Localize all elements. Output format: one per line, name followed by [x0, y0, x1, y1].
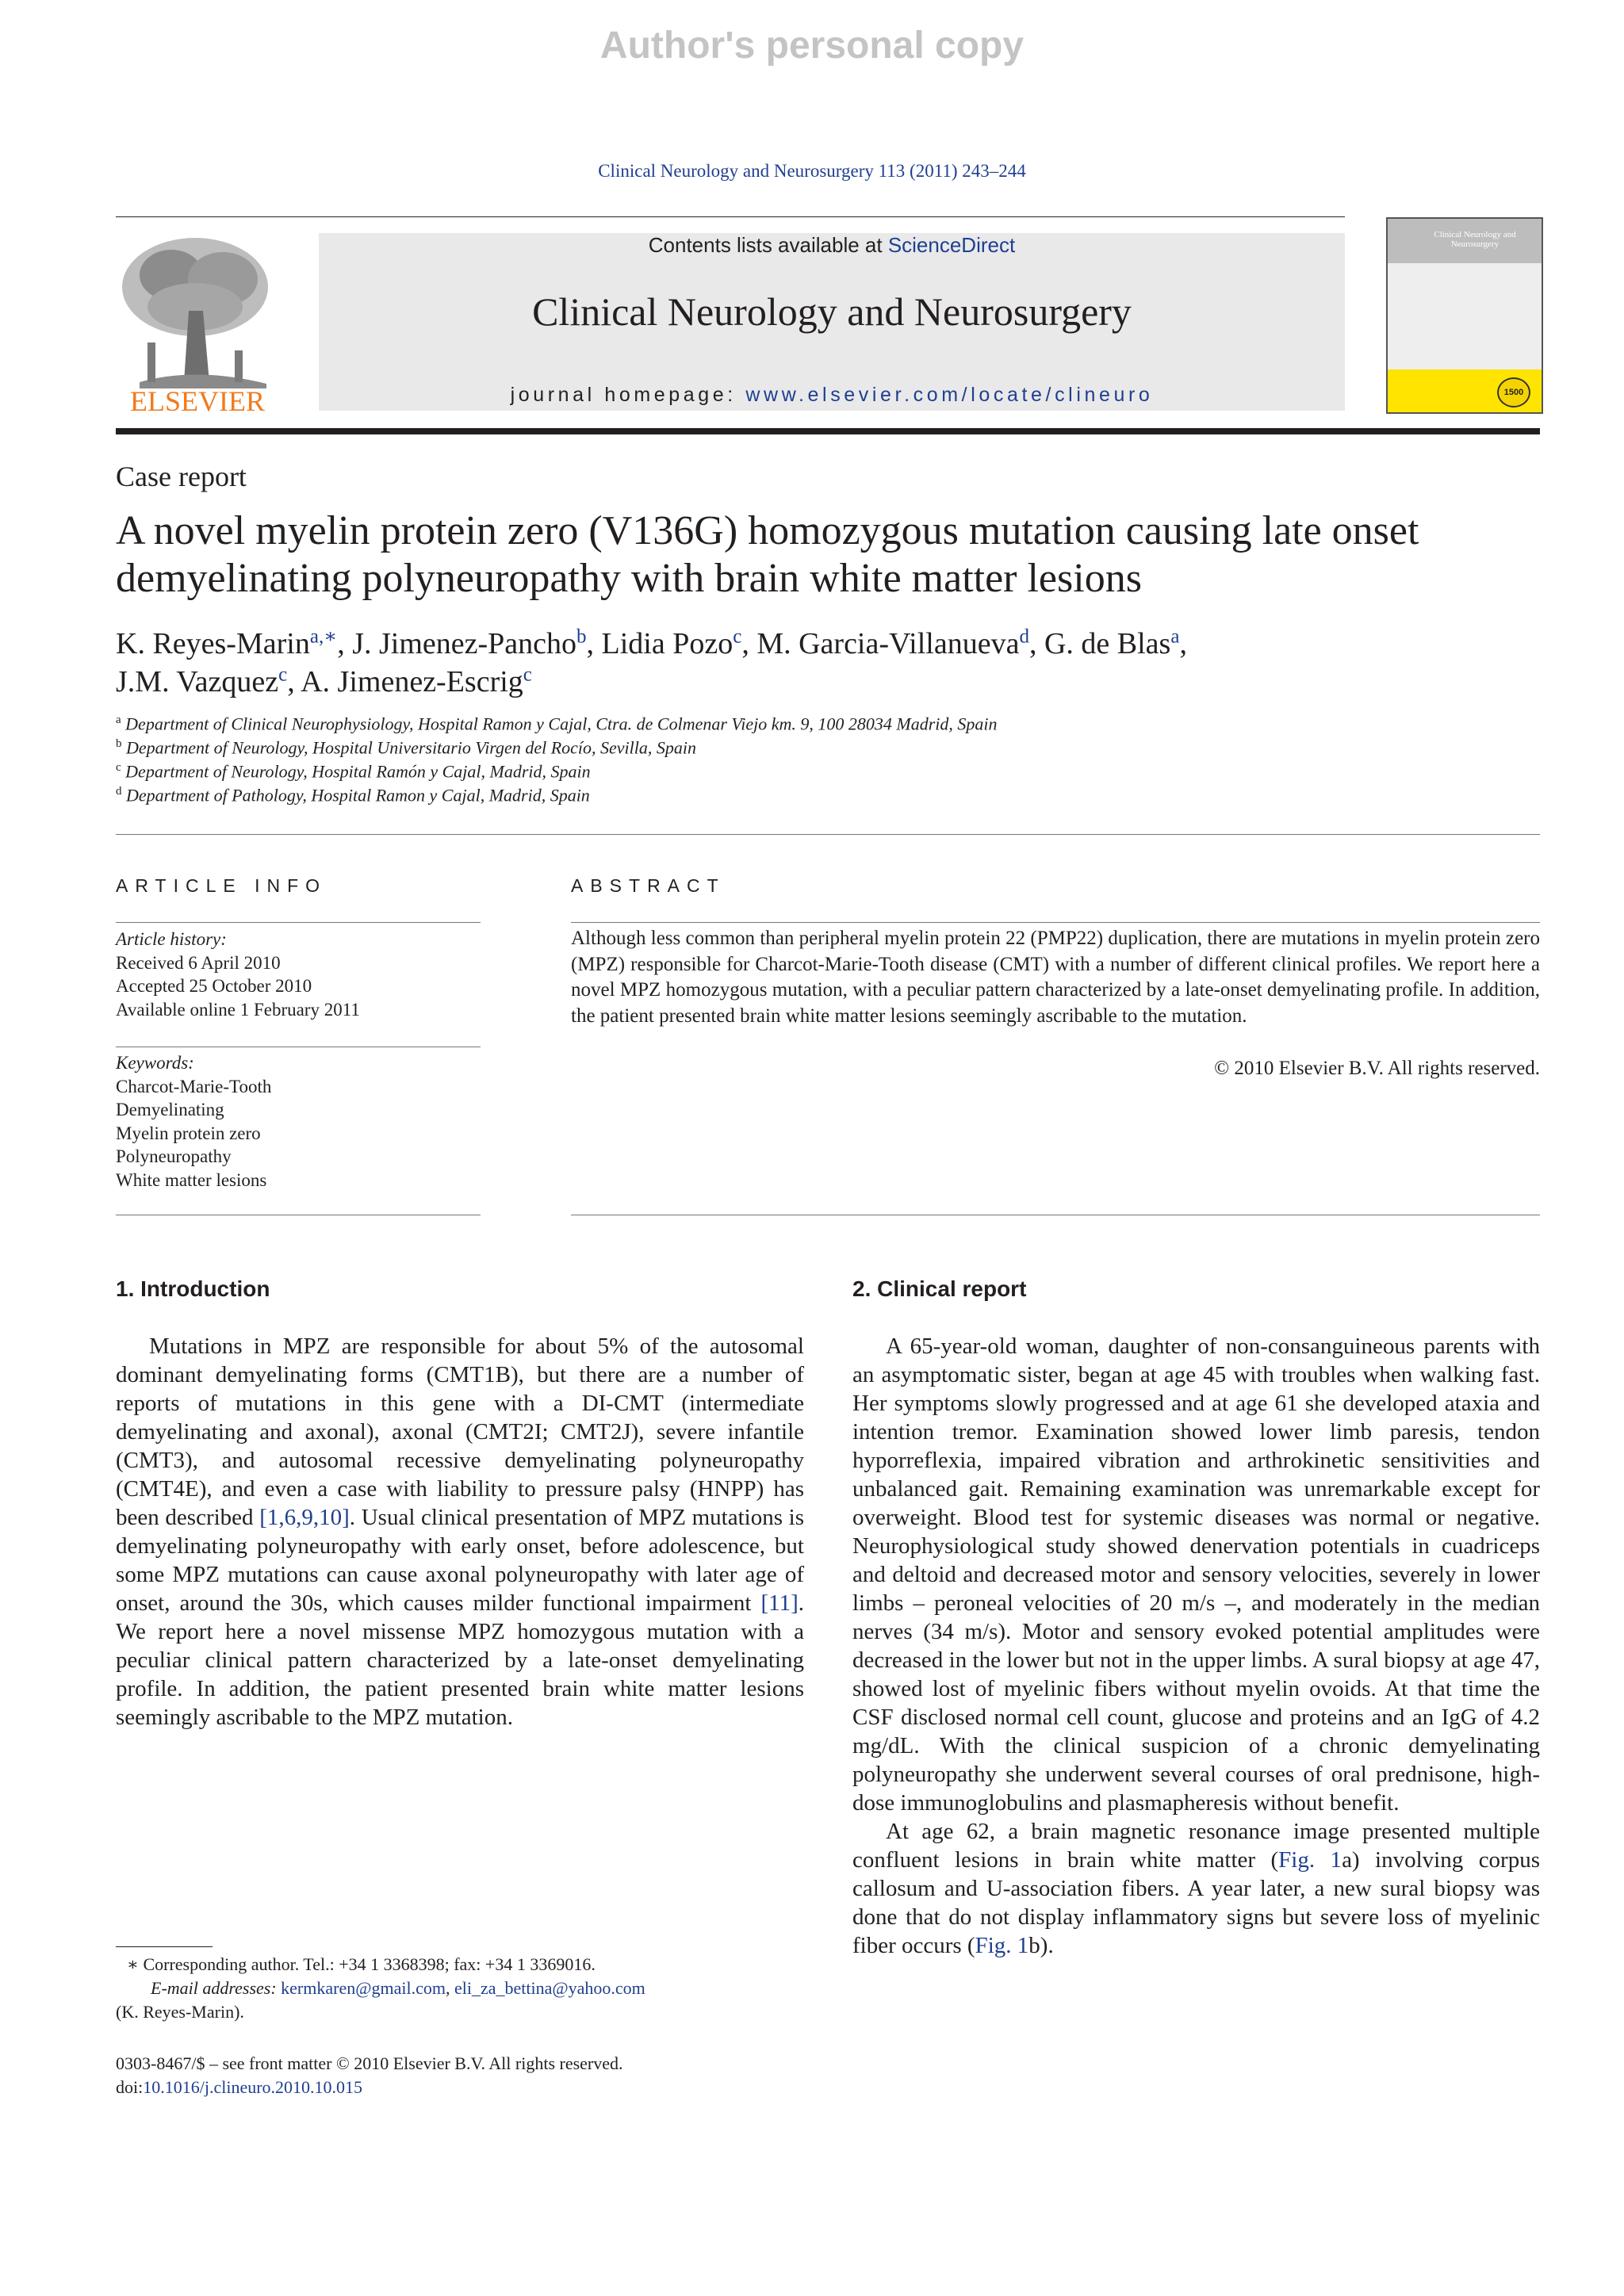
clinical-paragraph	[852, 1817, 1540, 1960]
history-accepted: Accepted 25 October 2010	[116, 976, 312, 996]
affiliation-text: Department of Pathology, Hospital Ramon y Cajal, Madrid, Spain	[126, 785, 590, 806]
author-affiliation-mark[interactable]: a,∗	[309, 626, 338, 648]
introduction-heading: 1. Introduction	[116, 1276, 270, 1301]
publisher-wordmark: ELSEVIER	[130, 385, 265, 415]
figure-link[interactable]: Fig. 1	[1278, 1847, 1342, 1873]
homepage-prefix: journal homepage:	[510, 384, 746, 406]
author[interactable]: G. de Blas	[1044, 627, 1171, 660]
email-separator: ,	[445, 1978, 454, 1998]
clinical-paragraph: A 65-year-old woman, daughter of non-consanguineous parents with an asymptomatic sister, began at age 45 with troubles when walking fast. Her symptoms slowly progressed and at age 61 she developed ataxia and intention tremor. Examination showed lower limb paresis, tendon hyporreflexia, impaired vibration and arthrokinetic sensitivities and unbalanced gait. Remaining examination was unremarkable except for overweight. Blood test for systemic diseases was normal or negative. Neurophysiological study showed denervation potentials in cuadriceps and deltoid and decreased motor and sensory velocities, severely in lower limbs – peroneal velocities of 20 m/s –, and moderately in the median nerves (34 m/s). Motor and sensory evoked potential amplitudes were decreased in the lower but not in the upper limbs. A sural biopsy at age 47, showed lost of myelinic fibers without myelin ovoids. At that time the CSF disclosed normal cell count, glucose and proteins and an IgG of 4.2 mg/dL. With the clinical suspicion of a chronic demyelinating polyneuropathy she underwent several courses of oral prednisone, high-dose immunoglobulins and plasmapheresis without benefit.	[852, 1334, 1540, 1816]
clinical-report-heading: 2. Clinical report	[852, 1276, 1027, 1301]
elsevier-tree-icon	[116, 232, 279, 415]
abstract-text: Although less common than peripheral myelin protein 22 (PMP22) duplication, there are mutations in myelin protein zero (MPZ) responsible for Charcot-Marie-Tooth disease (CMT) with a number of different clinical profiles. We report here a novel MPZ homozygous mutation, with a peculiar pattern characterized by a late-onset demyelinating profile. In addition, the patient presented brain white matter lesions seemingly ascribable to the mutation.	[571, 928, 1540, 1027]
author-affiliation-mark[interactable]: a	[1170, 626, 1180, 648]
affiliation-key: c	[116, 761, 121, 774]
author-affiliation-mark[interactable]: c	[733, 626, 742, 648]
header-rule	[116, 216, 1345, 217]
reference-link[interactable]: [1,6,9,10]	[259, 1505, 350, 1530]
clinical-report-body	[852, 1332, 1540, 1960]
email-owner: (K. Reyes-Marin).	[116, 2002, 244, 2022]
author-separator: ,	[586, 627, 602, 660]
clinical-text: At age 62, a brain magnetic resonance image presented multiple confluent lesions in brain white matter (	[852, 1819, 1540, 1873]
author-affiliation-mark[interactable]: b	[576, 626, 587, 648]
author[interactable]: J. Jimenez-Pancho	[352, 627, 576, 660]
abstract-copyright: © 2010 Elsevier B.V. All rights reserved.	[1214, 1058, 1540, 1079]
watermark: Author's personal copy	[599, 25, 1025, 67]
affiliation-text: Department of Neurology, Hospital Universitario Virgen del Rocío, Sevilla, Spain	[126, 737, 696, 758]
email-link[interactable]: kermkaren@gmail.com	[281, 1978, 446, 1998]
keyword: Myelin protein zero	[116, 1123, 261, 1143]
author-separator: ,	[1179, 627, 1187, 660]
abstract-rule	[571, 922, 1540, 923]
history-received: Received 6 April 2010	[116, 952, 281, 973]
affiliation-rule	[116, 834, 1540, 835]
cover-title: Clinical Neurology and Neurosurgery	[1434, 230, 1516, 249]
clinical-text: b).	[1028, 1933, 1054, 1958]
clinical-text: a) involving corpus callosum and U-association fibers. A year later, a new sural biopsy was done that do not display inflammatory signs but severe loss of myelinic fiber occurs (	[852, 1847, 1541, 1958]
intro-text: . We report here a novel missense MPZ homozygous mutation with a peculiar clinical pattern characterized by a late-onset demyelinating profile. In addition, the patient presented brain white matter lesions seemingly ascribable to the MPZ mutation.	[116, 1590, 804, 1730]
affiliation	[116, 785, 1464, 806]
article-info-rule	[116, 922, 481, 923]
introduction-body	[116, 1332, 804, 1732]
keyword: Demyelinating	[116, 1100, 224, 1119]
author-affiliation-mark[interactable]: c	[523, 664, 532, 686]
masthead-divider	[116, 428, 1540, 434]
elsevier-logo[interactable]	[116, 232, 279, 415]
journal-masthead	[319, 233, 1345, 411]
journal-name: Clinical Neurology and Neurosurgery	[532, 289, 1132, 334]
email-note	[151, 1978, 645, 1999]
footnote-rule	[116, 1946, 213, 1947]
author[interactable]: Lidia Pozo	[601, 627, 733, 660]
author[interactable]: M. Garcia-Villanueva	[756, 627, 1020, 660]
article-type: Case report	[116, 461, 247, 492]
author-affiliation-mark[interactable]: d	[1019, 626, 1029, 648]
contents-line	[319, 233, 1345, 258]
article-history-label: Article history:	[116, 929, 227, 949]
keywords-label: Keywords:	[116, 1053, 194, 1073]
author-list	[116, 625, 1540, 701]
article-title: A novel myelin protein zero (V136G) homozygous mutation causing late onset demyelinating polyneuropathy with brain white matter lesions	[116, 508, 1419, 601]
author[interactable]: J.M. Vazquez	[116, 665, 279, 698]
keyword: Polyneuropathy	[116, 1146, 232, 1166]
affiliation-text: Department of Clinical Neurophysiology, Hospital Ramon y Cajal, Ctra. de Colmenar Viejo km. 9, 100 28034 Madrid, Spain	[125, 714, 998, 734]
issn-line: 0303-8467/$ – see front matter © 2010 Elsevier B.V. All rights reserved.	[116, 2053, 623, 2073]
keyword: Charcot-Marie-Tooth	[116, 1076, 272, 1096]
author[interactable]: K. Reyes-Marin	[116, 627, 310, 660]
affiliation	[116, 761, 1464, 782]
doi-label: doi:	[116, 2077, 144, 2097]
article-history	[116, 928, 481, 1021]
homepage-link[interactable]: www.elsevier.com/locate/clineuro	[745, 384, 1154, 406]
doi-line	[116, 2077, 362, 2098]
author[interactable]: A. Jimenez-Escrig	[301, 665, 523, 698]
intro-text: Mutations in MPZ are responsible for about 5% of the autosomal dominant demyelinating forms (CMT1B), but there are a number of reports of mutations in this gene with a DI-CMT (intermediate demyelinating and axonal), axonal (CMT2I; CMT2J), severe infantile (CMT3), and autosomal recessive demyelinating polyneuropathy (CMT4E), and even a case with liability to pressure palsy (HNPP) has been described	[116, 1334, 804, 1530]
journal-citation[interactable]: Clinical Neurology and Neurosurgery 113 (2011) 243–244	[598, 161, 1026, 181]
keywords	[116, 1051, 481, 1192]
author-separator: ,	[287, 665, 301, 698]
abstract-heading: ABSTRACT	[571, 875, 726, 896]
intro-text: . Usual clinical presentation of MPZ mutations is demyelinating polyneuropathy with early onset, before adolescence, but some MPZ mutations can cause axonal polyneuropathy with later age of onset, around the 30s, which causes milder functional impairment	[116, 1505, 805, 1616]
article-info-heading: ARTICLE INFO	[116, 875, 327, 896]
keyword: White matter lesions	[116, 1169, 267, 1190]
introduction-paragraph	[116, 1332, 804, 1732]
sciencedirect-link[interactable]: ScienceDirect	[887, 233, 1016, 257]
affiliation-text: Department of Neurology, Hospital Ramón y Cajal, Madrid, Spain	[125, 761, 591, 782]
affiliation-key: d	[116, 785, 122, 798]
author-affiliation-mark[interactable]: c	[278, 664, 288, 686]
affiliation	[116, 714, 1464, 734]
affiliation	[116, 737, 1464, 758]
email-label: E-mail addresses:	[151, 1978, 282, 1998]
journal-cover[interactable]	[1386, 217, 1543, 414]
corresponding-author-note: ∗ Corresponding author. Tel.: +34 1 3368398; fax: +34 1 3369016.	[127, 1954, 596, 1974]
email-link[interactable]: eli_za_bettina@yahoo.com	[454, 1978, 645, 1998]
history-online: Available online 1 February 2011	[116, 999, 360, 1020]
reference-link[interactable]: [11]	[760, 1590, 799, 1616]
doi-link[interactable]: 10.1016/j.clineuro.2010.10.015	[143, 2077, 363, 2097]
contents-prefix: Contents lists available at	[648, 233, 888, 257]
author-separator: ,	[741, 627, 757, 660]
cover-badge: 1500	[1497, 377, 1530, 408]
affiliation-key: a	[116, 714, 121, 726]
author-separator: ,	[1028, 627, 1044, 660]
figure-link[interactable]: Fig. 1	[975, 1933, 1029, 1958]
affiliation-key: b	[116, 737, 122, 750]
journal-homepage	[319, 384, 1345, 407]
author-separator: ,	[337, 627, 353, 660]
